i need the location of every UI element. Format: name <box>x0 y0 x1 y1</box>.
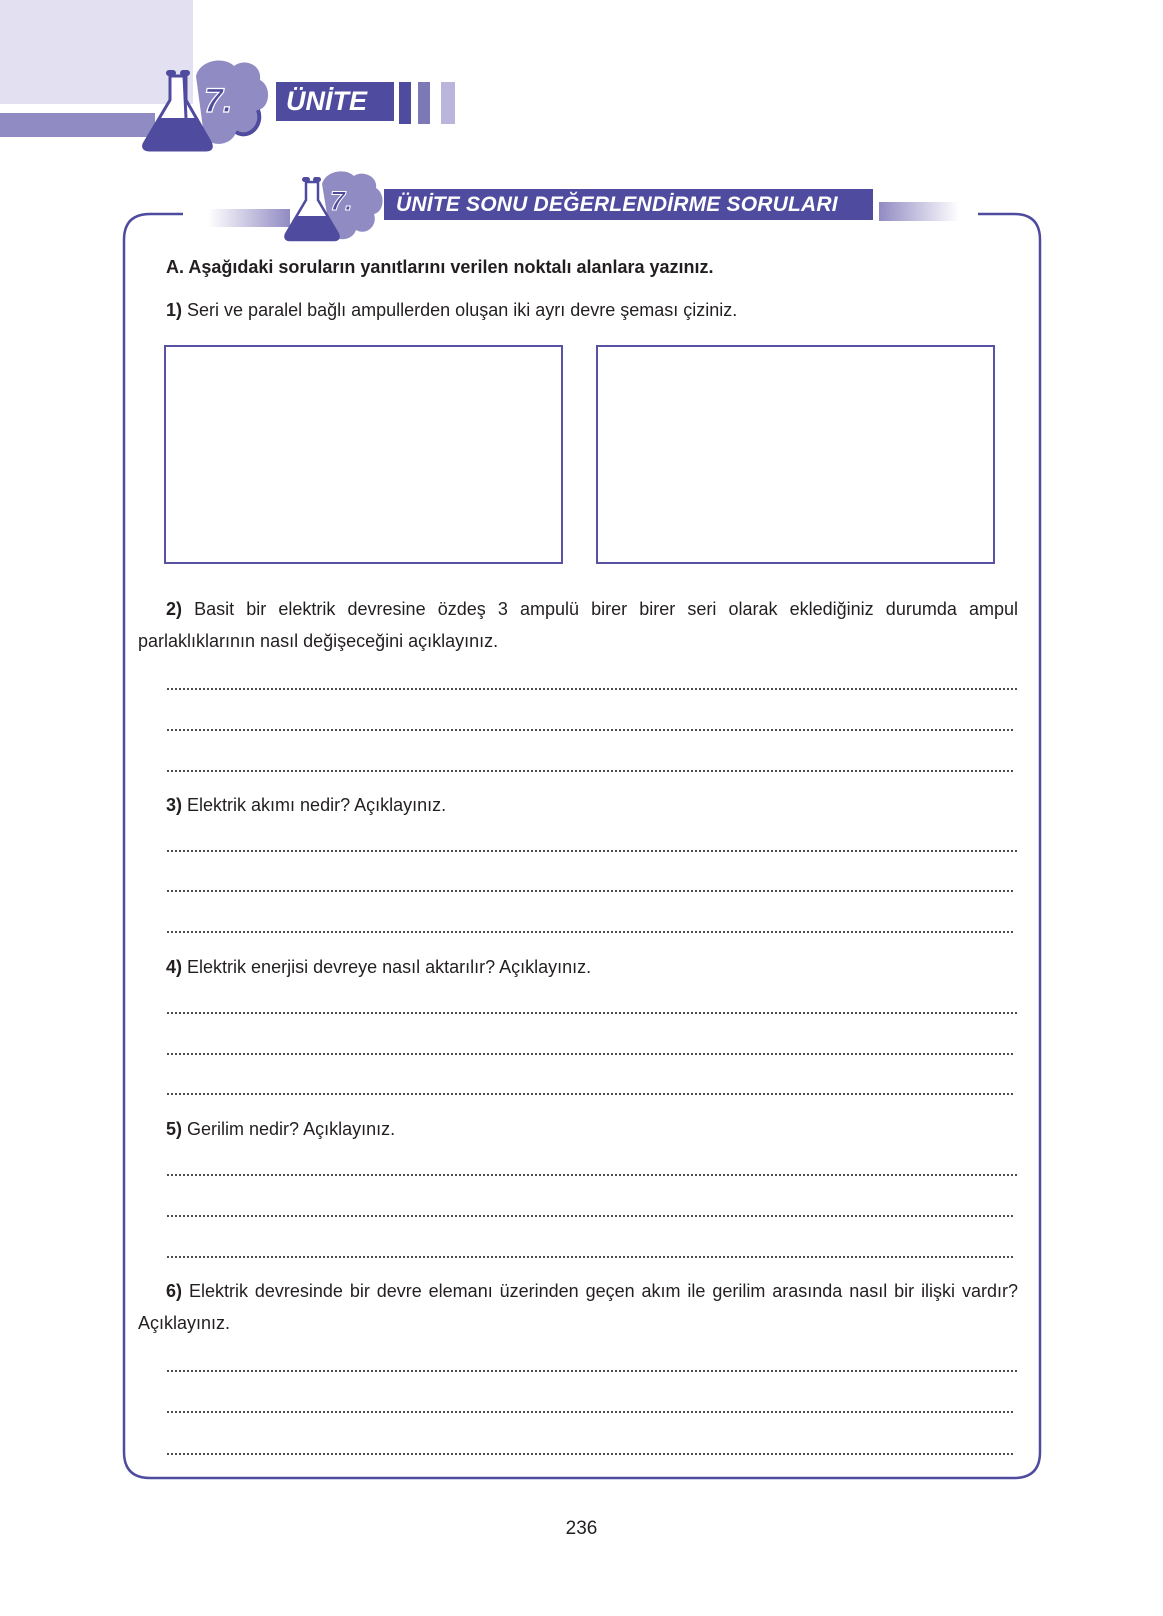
unit-banner: ÜNİTE <box>276 82 394 121</box>
answer-line[interactable] <box>166 1093 1013 1095</box>
question-5 <box>166 1113 395 1145</box>
section-title: ÜNİTE SONU DEĞERLENDİRME SORULARI <box>384 189 873 220</box>
drawing-area-parallel[interactable] <box>596 345 995 564</box>
answer-line[interactable] <box>166 1411 1013 1413</box>
answer-line[interactable] <box>166 770 1013 772</box>
question-number: 1) <box>166 300 183 320</box>
question-6 <box>138 1275 1018 1339</box>
page-number: 236 <box>565 1518 598 1539</box>
question-text: Elektrik devresinde bir devre elemanı üzerinden geçen akım ile gerilim arasında nasıl bir ilişki vardır? Açıklayınız. <box>138 1281 1018 1333</box>
instruction-heading: A. Aşağıdaki soruların yanıtlarını verilen noktalı alanlara yazınız. <box>166 257 714 277</box>
answer-line[interactable] <box>166 1012 1019 1014</box>
answer-line[interactable] <box>166 1370 1019 1372</box>
question-text: Elektrik akımı nedir? Açıklayınız. <box>187 795 447 815</box>
question-number: 6) <box>166 1281 183 1301</box>
question-text: Gerilim nedir? Açıklayınız. <box>187 1119 396 1139</box>
answer-line[interactable] <box>166 1215 1013 1217</box>
question-text: Basit bir elektrik devresine özdeş 3 ampulü birer birer seri olarak eklediğiniz durumda ampul parlaklıklarının nasıl değişeceğini açıklayınız. <box>138 599 1018 651</box>
question-1 <box>166 294 737 326</box>
section-decor-fade <box>879 202 959 221</box>
answer-line[interactable] <box>166 1256 1013 1258</box>
question-4 <box>166 951 591 983</box>
drawing-area-series[interactable] <box>164 345 563 564</box>
section-decor-fade <box>208 209 290 227</box>
answer-line[interactable] <box>166 1453 1013 1455</box>
answer-line[interactable] <box>166 1053 1013 1055</box>
question-number: 2) <box>166 599 183 619</box>
answer-line[interactable] <box>166 890 1013 892</box>
unit-number: 7. <box>204 82 233 120</box>
question-number: 5) <box>166 1119 183 1139</box>
answer-line[interactable] <box>166 688 1019 690</box>
question-text: Elektrik enerjisi devreye nasıl aktarılır? Açıklayınız. <box>187 957 592 977</box>
answer-line[interactable] <box>166 1174 1019 1176</box>
question-text: Seri ve paralel bağlı ampullerden oluşan iki ayrı devre şeması çiziniz. <box>187 300 738 320</box>
answer-line[interactable] <box>166 850 1019 852</box>
section-number: 7. <box>330 186 353 216</box>
question-2 <box>138 593 1018 657</box>
question-number: 3) <box>166 795 183 815</box>
answer-line[interactable] <box>166 931 1013 933</box>
answer-line[interactable] <box>166 729 1013 731</box>
question-number: 4) <box>166 957 183 977</box>
flask-icon <box>282 168 392 242</box>
question-3 <box>166 789 446 821</box>
